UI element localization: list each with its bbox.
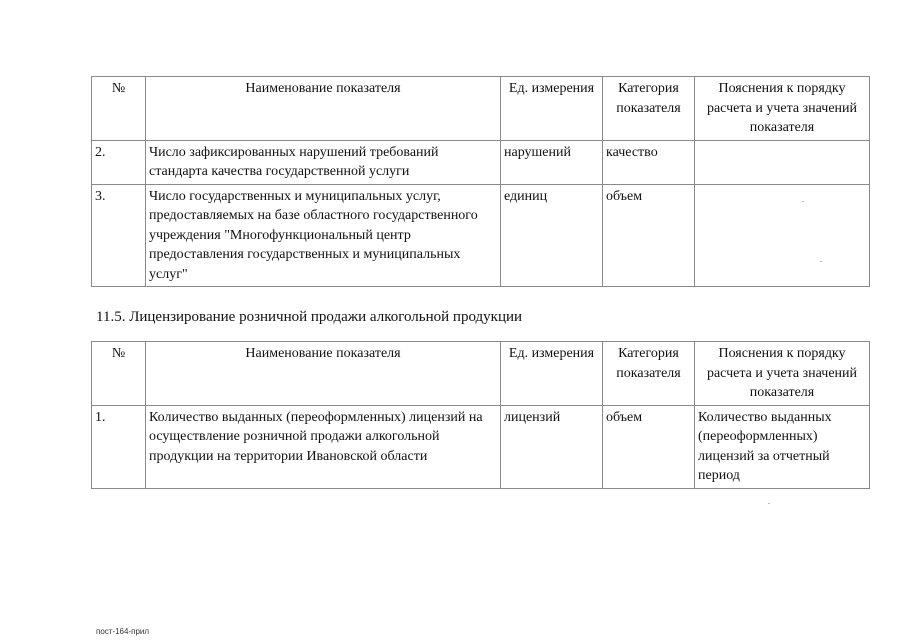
footer-file-label: пост-164-прил [96,627,150,636]
row-category: качество [603,140,695,184]
header-num: № [92,342,146,406]
header-explanation: Пояснения к порядку расчета и учета значений показателя [695,342,870,406]
row-unit: лицензий [501,405,603,488]
table-row [92,184,870,287]
header-category: Категория показателя [603,77,695,141]
indicators-table-1 [91,76,870,287]
row-explanation [695,140,870,184]
scan-speck [768,503,770,504]
header-name: Наименование показателя [146,77,501,141]
table-header-row [92,342,870,406]
row-unit: единиц [501,184,603,287]
header-explanation: Пояснения к порядку расчета и учета значений показателя [695,77,870,141]
indicators-table-2 [91,341,870,489]
header-name: Наименование показателя [146,342,501,406]
table-row [92,405,870,488]
row-category: объем [603,405,695,488]
row-name: Число зафиксированных нарушений требований стандарта качества государственной услуги [146,140,501,184]
row-num: 2. [92,140,146,184]
header-num: № [92,77,146,141]
row-explanation: Количество выданных (переоформленных) лицензий за отчетный период [695,405,870,488]
row-num: 1. [92,405,146,488]
row-explanation [695,184,870,287]
header-unit: Ед. измерения [501,342,603,406]
scan-speck [802,201,804,202]
header-unit: Ед. измерения [501,77,603,141]
row-name: Число государственных и муниципальных услуг, предоставляемых на базе областного государственного учреждения "Многофункциональный центр предоставления государственных и муниципальных услуг" [146,184,501,287]
section-heading: 11.5. Лицензирование розничной продажи алкогольной продукции [96,309,523,325]
row-category: объем [603,184,695,287]
row-num: 3. [92,184,146,287]
scan-speck [820,261,822,262]
header-category: Категория показателя [603,342,695,406]
table-row [92,140,870,184]
table-header-row [92,77,870,141]
row-unit: нарушений [501,140,603,184]
row-name: Количество выданных (переоформленных) лицензий на осуществление розничной продажи алкогольной продукции на территории Ивановской области [146,405,501,488]
